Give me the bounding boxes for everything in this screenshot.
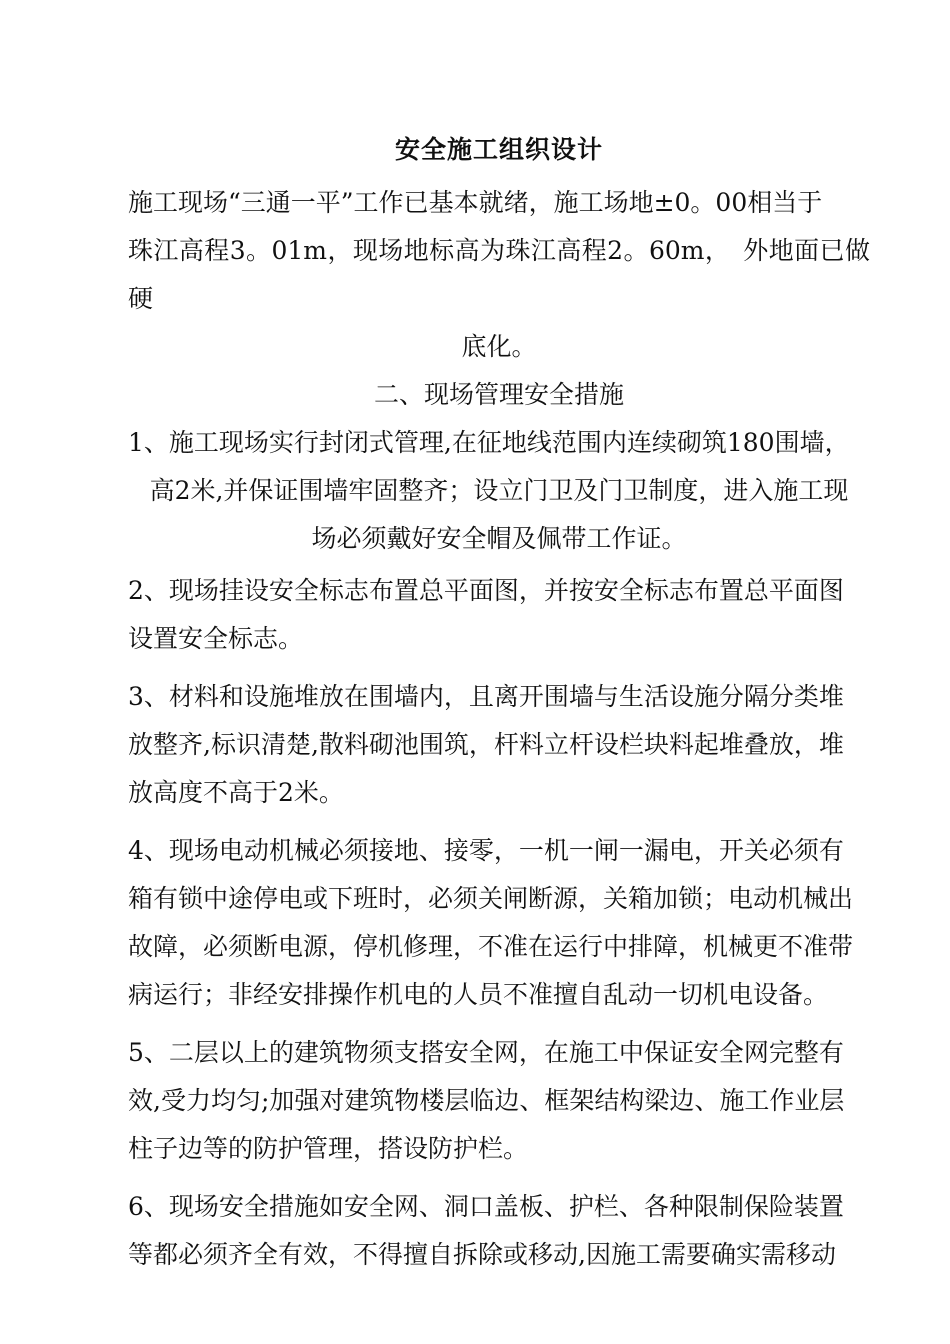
list-item-5 bbox=[128, 1029, 870, 1173]
item5-line-1: 5、二层以上的建筑物须支搭安全网，在施工中保证安全网完整有 bbox=[128, 1038, 844, 1067]
list-item-4 bbox=[128, 827, 870, 1019]
item1-line-1: 1、施工现场实行封闭式管理,在征地线范围内连续砌筑180围墙， bbox=[128, 428, 850, 457]
item1-line-2: 高2米,并保证围墙牢固整齐；设立门卫及门卫制度，进入施工现 bbox=[149, 476, 849, 505]
list-item-2 bbox=[128, 567, 870, 663]
intro-paragraph bbox=[128, 179, 870, 371]
item4-line-4: 病运行；非经安排操作机电的人员不准擅自乱动一切机电设备。 bbox=[128, 980, 829, 1009]
item4-line-1: 4、现场电动机械必须接地、接零，一机一闸一漏电，开关必须有 bbox=[128, 836, 844, 865]
item6-line-1: 6、现场安全措施如安全网、洞口盖板、护栏、各种限制保险装置 bbox=[128, 1192, 844, 1221]
item2-line-2: 设置安全标志。 bbox=[128, 624, 304, 653]
intro-line-2: 珠江高程3。01m，现场地标高为珠江高程2。60m， 外地面已做硬 bbox=[128, 236, 870, 313]
list-item-6 bbox=[128, 1183, 870, 1279]
item3-line-3: 放高度不高于2米。 bbox=[128, 778, 344, 807]
intro-line-3: 底化。 bbox=[461, 332, 537, 361]
item5-line-2: 效,受力均匀;加强对建筑物楼层临边、框架结构梁边、施工作业层 bbox=[128, 1086, 845, 1115]
document-title: 安全施工组织设计 bbox=[394, 135, 603, 164]
item3-line-2: 放整齐,标识清楚,散料砌池围筑，杆料立杆设栏块料起堆叠放，堆 bbox=[128, 730, 844, 759]
intro-line-1: 施工现场“三通一平”工作已基本就绪，施工场地±0。00相当于 bbox=[128, 188, 823, 217]
list-item-1 bbox=[128, 419, 870, 563]
section-heading: 二、现场管理安全措施 bbox=[373, 380, 624, 409]
item4-line-3: 故障，必须断电源，停机修理，不准在运行中排障，机械更不准带 bbox=[128, 932, 854, 961]
item5-line-3: 柱子边等的防护管理，搭设防护栏。 bbox=[128, 1134, 529, 1163]
item6-line-2: 等都必须齐全有效，不得擅自拆除或移动,因施工需要确实需移动 bbox=[128, 1240, 836, 1269]
item3-line-1: 3、材料和设施堆放在围墙内，且离开围墙与生活设施分隔分类堆 bbox=[128, 682, 844, 711]
list-item-3 bbox=[128, 673, 870, 817]
document-body bbox=[128, 131, 870, 1279]
item2-line-1: 2、现场挂设安全标志布置总平面图，并按安全标志布置总平面图 bbox=[128, 576, 844, 605]
item4-line-2: 箱有锁中途停电或下班时，必须关闸断源，关箱加锁；电动机械出 bbox=[128, 884, 854, 913]
item1-line-3: 场必须戴好安全帽及佩带工作证。 bbox=[311, 524, 687, 553]
